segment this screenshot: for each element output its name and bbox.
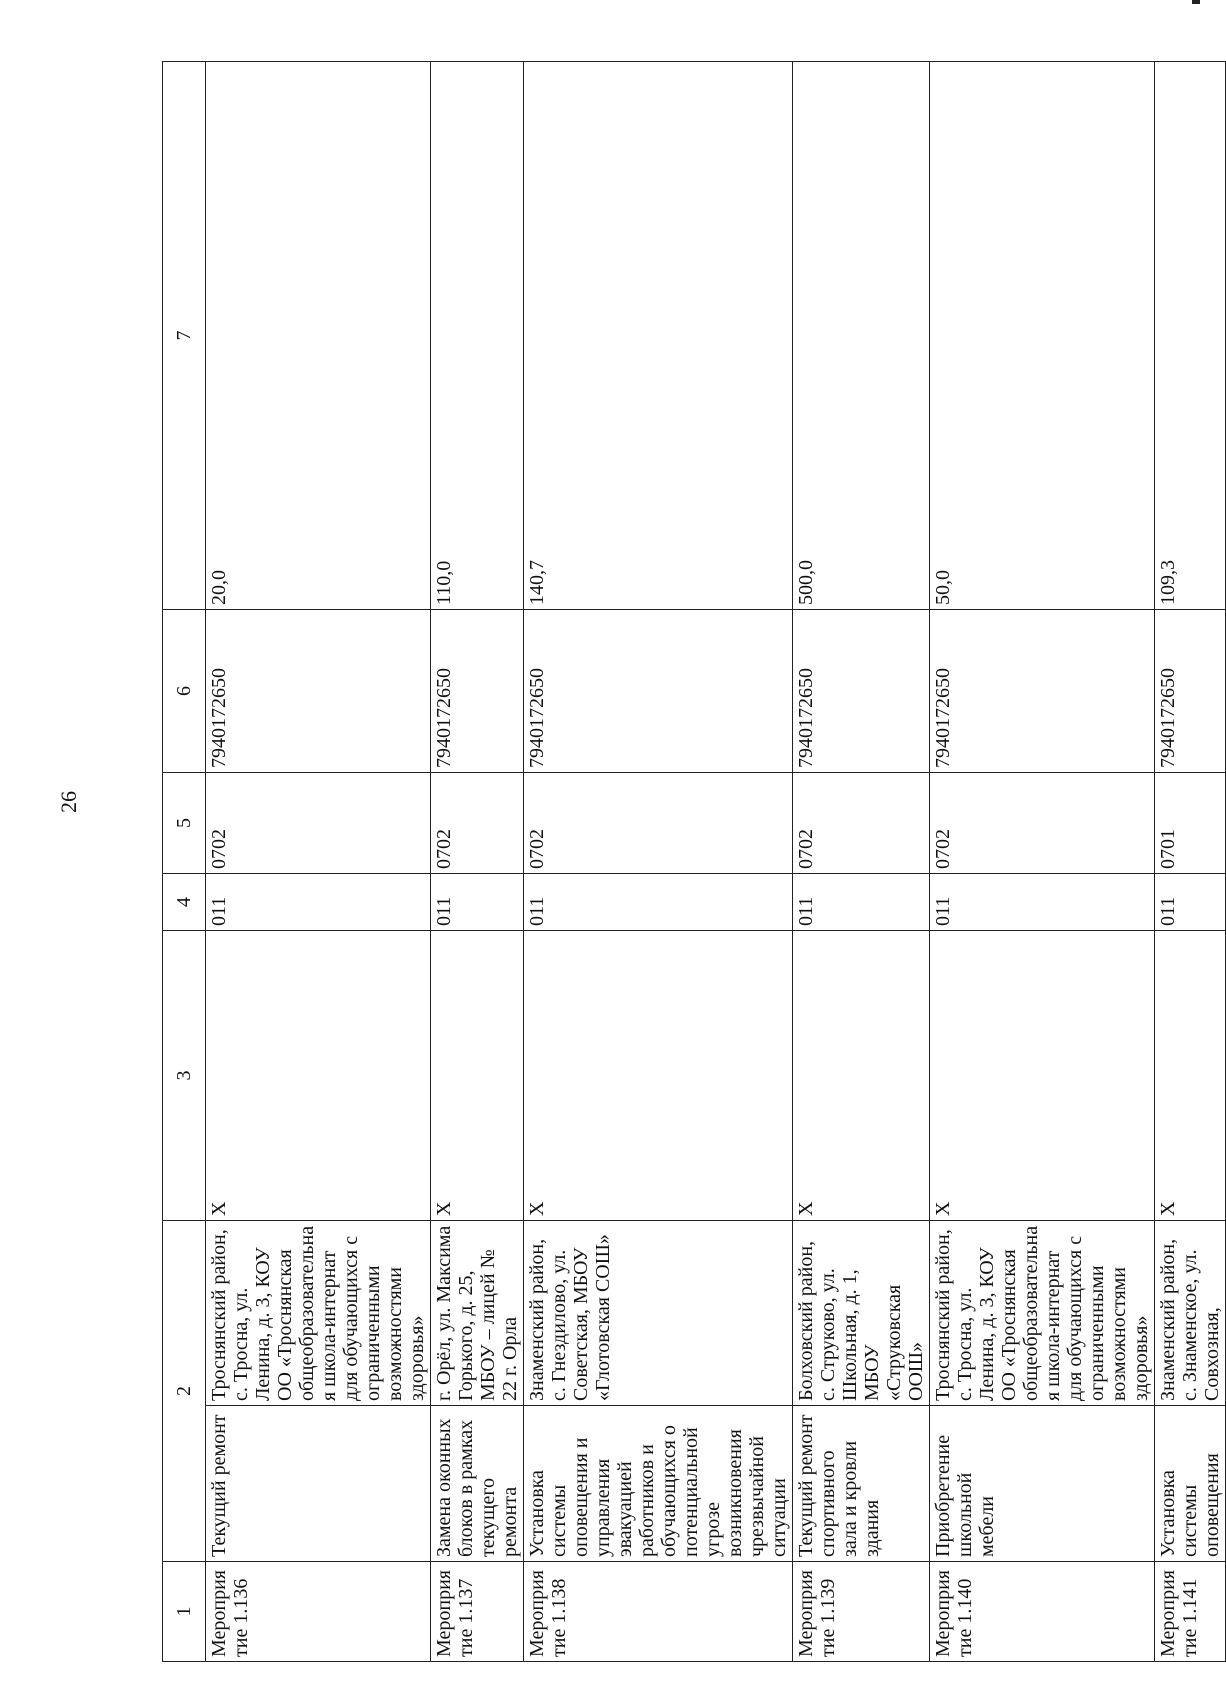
col4-cell: 011	[524, 874, 793, 931]
col7-cell: 109,3	[1155, 62, 1226, 610]
col4-cell: 011	[1155, 874, 1226, 931]
header-cell: 7	[163, 62, 206, 610]
address-cell: Болховский район, с. Струково, ул. Школьная, д. 1, МБОУ «Струковская ООШ»	[793, 1221, 930, 1406]
table-row	[930, 62, 1155, 1662]
rotated-table-wrapper	[162, 62, 1223, 1662]
address-cell: Троснянский район, с. Тросна, ул. Ленина, д. 3, КОУ ОО «Троснянская общеобразовательная школа-интернат для обучающихся с ограниченными возможностями здоровья»	[930, 1221, 1155, 1406]
col5-cell: 0702	[524, 773, 793, 874]
header-cell: 1	[163, 1562, 206, 1662]
col5-cell: 0702	[206, 773, 431, 874]
event-cell: Мероприятие 1.141	[1155, 1562, 1226, 1662]
name-cell: Приобретение школьной мебели	[930, 1406, 1155, 1562]
col3-cell: Х	[206, 931, 431, 1221]
name-cell: Текущий ремонт	[206, 1406, 431, 1562]
col5-cell: 0702	[793, 773, 930, 874]
col6-cell: 7940172650	[431, 610, 524, 773]
address-cell: Троснянский район, с. Тросна, ул. Ленина, д. 3, КОУ ОО «Троснянская общеобразовательная школа-интернат для обучающихся с ограниченными возможностями здоровья»	[206, 1221, 431, 1406]
col5-cell: 0701	[1155, 773, 1226, 874]
col6-cell: 7940172650	[930, 610, 1155, 773]
col3-cell: Х	[793, 931, 930, 1221]
header-cell: 4	[163, 874, 206, 931]
header-cell: 2	[163, 1221, 206, 1562]
col4-cell: 011	[930, 874, 1155, 931]
table-row	[524, 62, 793, 1662]
name-cell: Текущий ремонт спортивного зала и кровли здания	[793, 1406, 930, 1562]
col7-cell: 50,0	[930, 62, 1155, 610]
col5-cell: 0702	[930, 773, 1155, 874]
col7-cell: 20,0	[206, 62, 431, 610]
event-cell: Мероприятие 1.136	[206, 1562, 431, 1662]
header-cell: 6	[163, 610, 206, 773]
event-cell: Мероприятие 1.140	[930, 1562, 1155, 1662]
table-body	[163, 62, 1226, 1662]
event-cell: Мероприятие 1.139	[793, 1562, 930, 1662]
page-number: 26	[56, 791, 81, 813]
table-row	[793, 62, 930, 1662]
table-row	[431, 62, 524, 1662]
col3-cell: Х	[524, 931, 793, 1221]
table-row	[1155, 62, 1226, 1662]
data-table	[162, 61, 1226, 1662]
event-cell: Мероприятие 1.137	[431, 1562, 524, 1662]
address-cell: г. Орёл, ул. Максима Горького, д. 25, МБОУ – лицей № 22 г. Орла	[431, 1221, 524, 1406]
col6-cell: 7940172650	[524, 610, 793, 773]
name-cell: Замена оконных блоков в рамках текущего ремонта	[431, 1406, 524, 1562]
col7-cell: 140,7	[524, 62, 793, 610]
header-cell: 3	[163, 931, 206, 1221]
col6-cell: 7940172650	[1155, 610, 1226, 773]
col3-cell: Х	[431, 931, 524, 1221]
col7-cell: 110,0	[431, 62, 524, 610]
name-cell: Установка системы оповещения	[1155, 1406, 1226, 1562]
col3-cell: Х	[930, 931, 1155, 1221]
header-row	[163, 62, 206, 1662]
col5-cell: 0702	[431, 773, 524, 874]
name-cell: Установка системы оповещения и управления эвакуацией работников и обучающихся о потенциальной угрозе возникновения чрезвычайной ситуации	[524, 1406, 793, 1562]
col6-cell: 7940172650	[206, 610, 431, 773]
col4-cell: 011	[431, 874, 524, 931]
col3-cell: Х	[1155, 931, 1226, 1221]
corner-mark	[1192, 0, 1200, 4]
address-cell: Знаменский район, с. Гнездилово, ул. Советская, МБОУ «Глотовская СОШ»	[524, 1221, 793, 1406]
address-cell: Знаменский район, с. Знаменское, ул. Совхозная,	[1155, 1221, 1226, 1406]
event-cell: Мероприятие 1.138	[524, 1562, 793, 1662]
col4-cell: 011	[206, 874, 431, 931]
col6-cell: 7940172650	[793, 610, 930, 773]
col7-cell: 500,0	[793, 62, 930, 610]
table-row	[206, 62, 431, 1662]
header-cell: 5	[163, 773, 206, 874]
col4-cell: 011	[793, 874, 930, 931]
